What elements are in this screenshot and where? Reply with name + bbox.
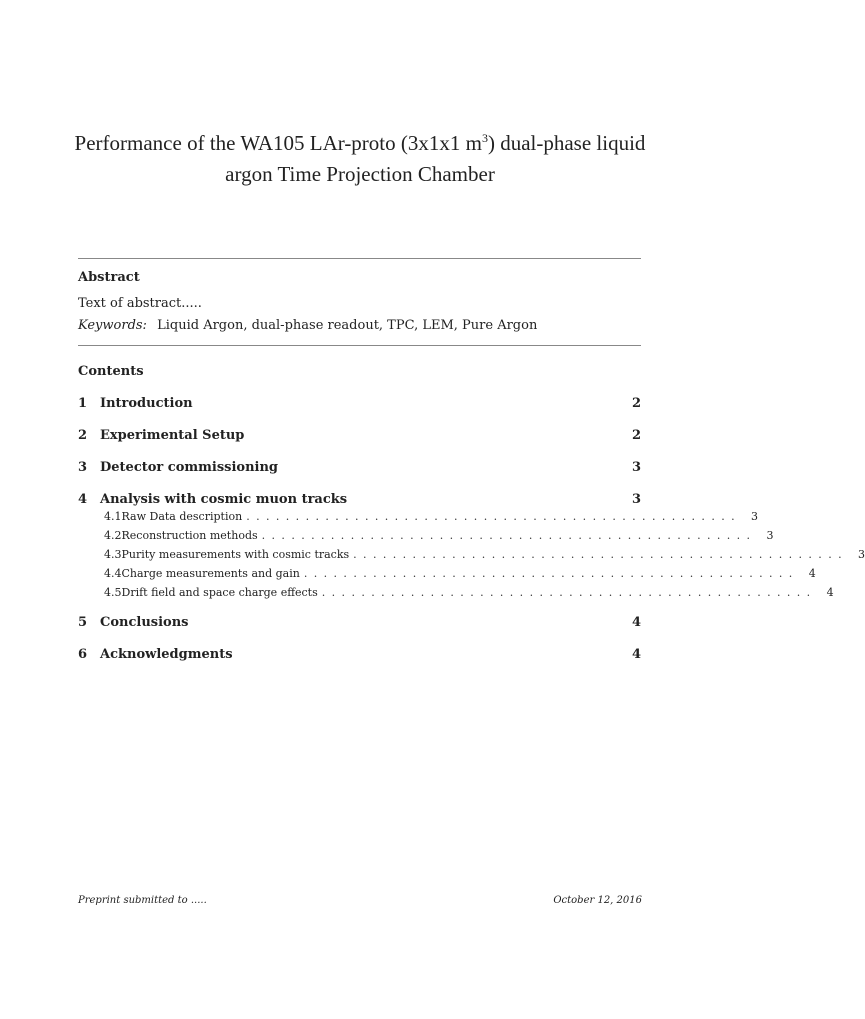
toc-subsection-title: Purity measurements with cosmic tracks	[121, 548, 350, 561]
toc-section-number: 1	[78, 396, 88, 411]
toc-section-page: 4	[631, 615, 641, 630]
toc-subsection[interactable]	[78, 586, 834, 605]
toc-subsection[interactable]	[78, 548, 865, 567]
toc-section-page: 2	[631, 428, 641, 443]
abstract-bottom-rule	[78, 345, 641, 346]
keywords-label: Keywords:	[78, 318, 147, 333]
toc-section-title: Analysis with cosmic muon tracks	[100, 492, 348, 507]
toc-section-page: 3	[631, 460, 641, 475]
toc-section[interactable]	[78, 615, 641, 633]
toc-subsection-page: 3	[751, 510, 759, 523]
keywords-text: Liquid Argon, dual-phase readout, TPC, LEM, Pure Argon	[157, 318, 538, 333]
footer-date: October 12, 2016	[553, 895, 642, 906]
toc-section[interactable]	[78, 396, 641, 414]
toc-leader-dots: ..................................................	[321, 586, 817, 599]
keywords-line	[78, 318, 537, 333]
toc-subsection-page: 4	[826, 586, 834, 599]
toc-leader-dots: ..................................................	[303, 567, 799, 580]
toc-subsection-title: Drift field and space charge effects	[121, 586, 318, 599]
toc-leader-dots: ..................................................	[261, 529, 757, 542]
toc-subsection-title: Charge measurements and gain	[121, 567, 300, 580]
toc-section-number: 4	[78, 492, 88, 507]
toc-section[interactable]	[78, 428, 641, 446]
toc-section-page: 4	[631, 647, 641, 662]
toc-section-title: Introduction	[100, 396, 193, 411]
toc-leader-dots: ..................................................	[246, 510, 742, 523]
toc-subsection-page: 4	[808, 567, 816, 580]
toc-section-number: 5	[78, 615, 88, 630]
toc-subsection-title: Raw Data description	[121, 510, 243, 523]
table-of-contents	[78, 396, 865, 665]
toc-subsection-number: 4.4	[104, 567, 122, 580]
toc-section-number: 2	[78, 428, 88, 443]
title-text: Performance of the WA105 LAr-proto (3x1x1 m	[74, 131, 482, 155]
footer-preprint-note: Preprint submitted to .....	[78, 895, 207, 906]
toc-subsection-title: Reconstruction methods	[121, 529, 258, 542]
toc-section[interactable]	[78, 492, 641, 510]
toc-section-title: Detector commissioning	[100, 460, 279, 475]
toc-section-page: 2	[631, 396, 641, 411]
toc-section-title: Acknowledgments	[100, 647, 233, 662]
toc-subsection[interactable]	[78, 529, 774, 548]
toc-subsection-number: 4.2	[104, 529, 122, 542]
abstract-top-rule	[78, 258, 641, 259]
toc-subsection[interactable]	[78, 567, 816, 586]
abstract-heading: Abstract	[78, 270, 140, 285]
toc-section-title: Conclusions	[100, 615, 189, 630]
toc-subsection-number: 4.3	[104, 548, 122, 561]
abstract-text: Text of abstract.....	[78, 296, 202, 311]
toc-section[interactable]	[78, 647, 641, 665]
toc-subsection[interactable]	[78, 510, 759, 529]
toc-section-number: 3	[78, 460, 88, 475]
toc-subsection-page: 3	[766, 529, 774, 542]
title-superscript: 3	[481, 131, 488, 145]
toc-subsection-number: 4.1	[104, 510, 122, 523]
toc-leader-dots: ..................................................	[353, 548, 848, 561]
toc-section[interactable]	[78, 460, 641, 478]
contents-heading: Contents	[78, 364, 144, 379]
toc-subsection-page: 3	[858, 548, 865, 561]
toc-subsection-number: 4.5	[104, 586, 122, 599]
toc-section-number: 6	[78, 647, 88, 662]
title-text-continued: ) dual-phase liquid argon Time Projection Chamber	[225, 131, 646, 186]
paper-title	[70, 128, 650, 190]
toc-section-page: 3	[631, 492, 641, 507]
toc-section-title: Experimental Setup	[100, 428, 245, 443]
